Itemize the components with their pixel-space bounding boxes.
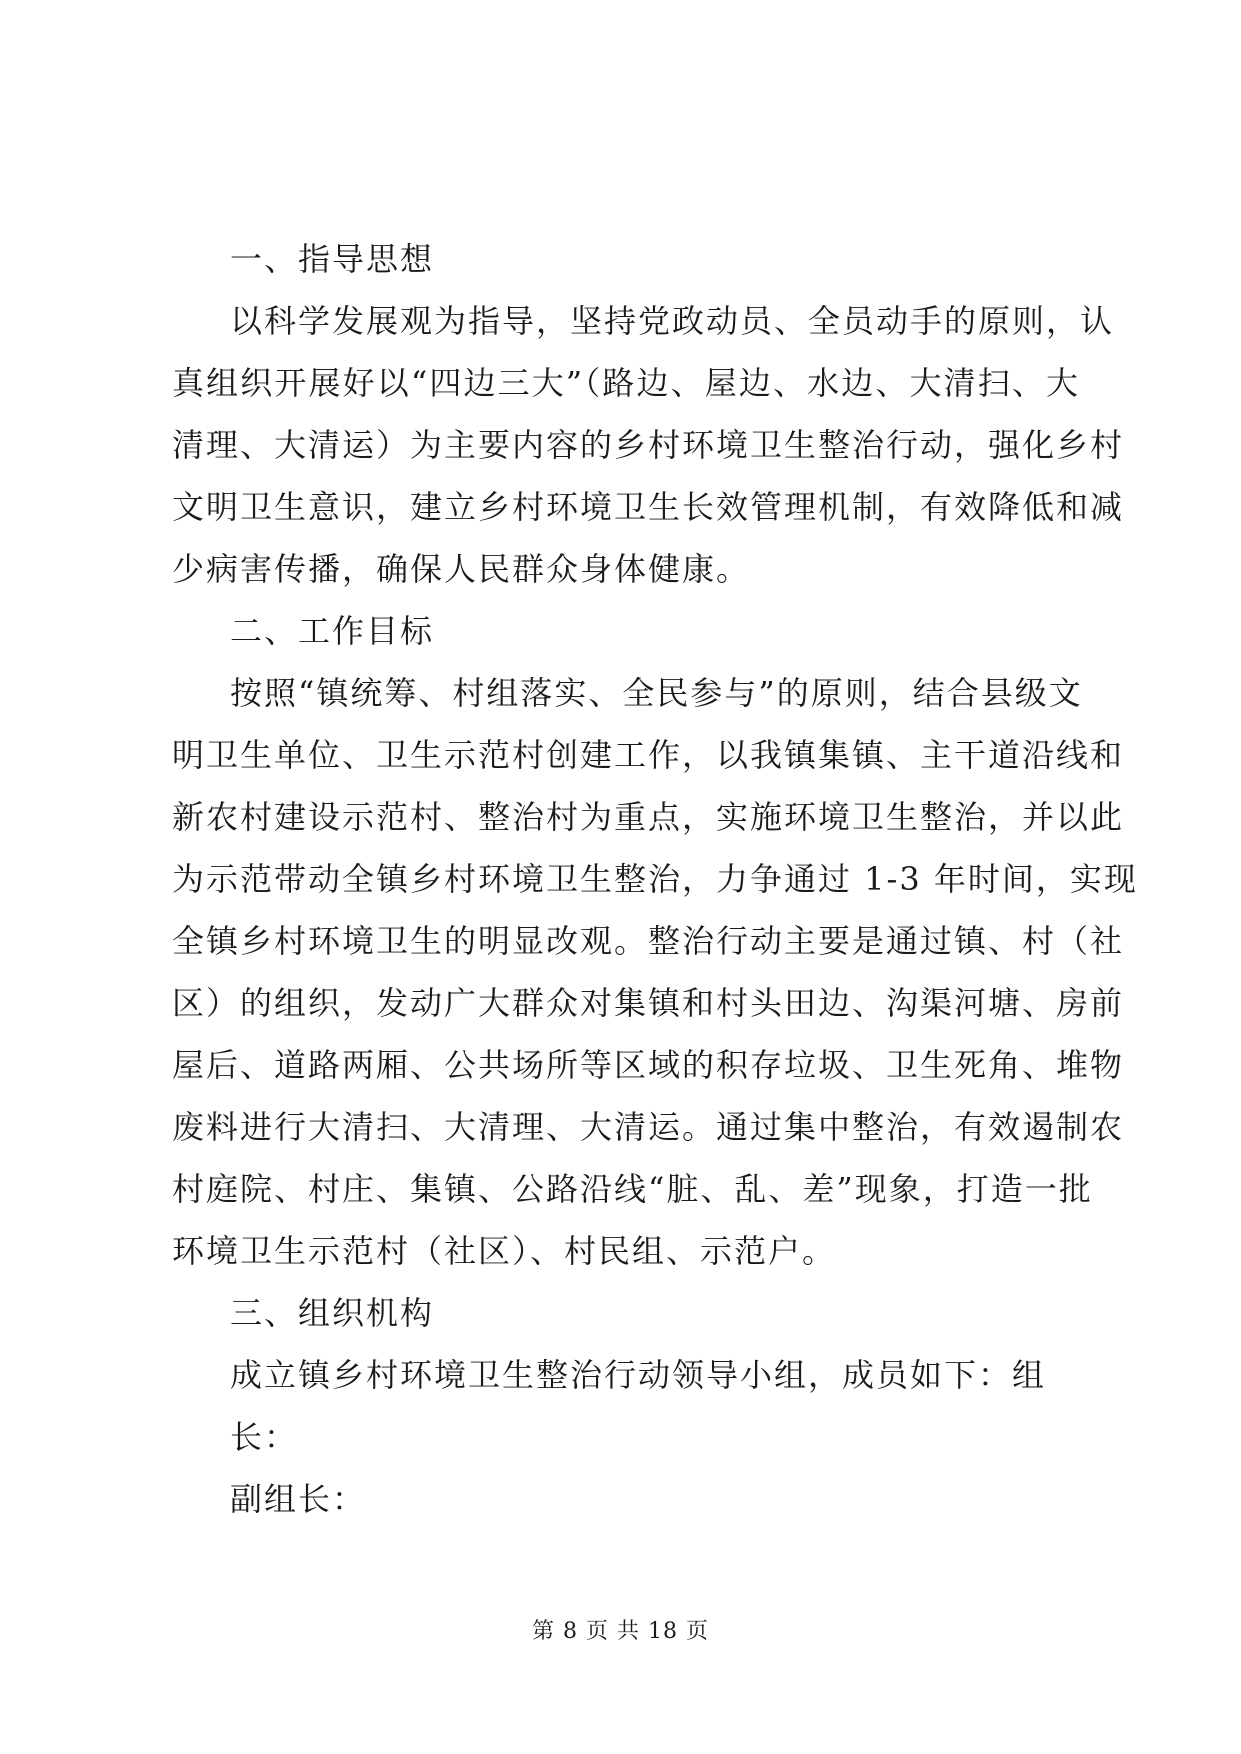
paragraph-line: 副组长： [230, 1480, 367, 1518]
section-heading-organization: 三、组织机构 [230, 1294, 435, 1332]
paragraph-line: 明卫生单位、卫生示范村创建工作，以我镇集镇、主干道沿线和 [172, 736, 1125, 774]
paragraph-line: 区）的组织，发动广大群众对集镇和村头田边、沟渠河塘、房前 [172, 984, 1125, 1022]
paragraph-organization [230, 1344, 1080, 1530]
paragraph-line: 废料进行大清扫、大清理、大清运。通过集中整治，有效遏制农 [172, 1108, 1125, 1146]
paragraph-line: 新农村建设示范村、整治村为重点，实施环境卫生整治，并以此 [172, 798, 1125, 836]
paragraph-line: 以科学发展观为指导，坚持党政动员、全员动手的原则，认 [230, 302, 1115, 340]
paragraph-line: 清理、大清运）为主要内容的乡村环境卫生整治行动，强化乡村 [172, 426, 1125, 464]
page-number-footer: 第 8 页 共 18 页 [532, 1619, 709, 1644]
paragraph-line: 成立镇乡村环境卫生整治行动领导小组，成员如下：组 [230, 1356, 1047, 1394]
paragraph-work-goals [172, 662, 1138, 1282]
paragraph-guiding-ideology [172, 290, 1125, 600]
paragraph-line: 全镇乡村环境卫生的明显改观。整治行动主要是通过镇、村（社 [172, 922, 1125, 960]
paragraph-line: 为示范带动全镇乡村环境卫生整治，力争通过 1-3 年时间，实现 [172, 860, 1138, 898]
section-heading-guiding-ideology: 一、指导思想 [230, 240, 435, 278]
paragraph-line: 屋后、道路两厢、公共场所等区域的积存垃圾、卫生死角、堆物 [172, 1046, 1125, 1084]
paragraph-line: 环境卫生示范村（社区）、村民组、示范户。 [172, 1232, 837, 1270]
paragraph-line: 少病害传播，确保人民群众身体健康。 [172, 550, 751, 588]
document-body [172, 228, 1138, 1530]
paragraph-line: 长： [230, 1418, 299, 1456]
paragraph-line: 文明卫生意识，建立乡村环境卫生长效管理机制，有效降低和减 [172, 488, 1125, 526]
section-heading-work-goals: 二、工作目标 [230, 612, 435, 650]
paragraph-line: 村庭院、村庄、集镇、公路沿线“脏、乱、差”现象，打造一批 [172, 1170, 1093, 1208]
paragraph-line: 按照“镇统筹、村组落实、全民参与”的原则，结合县级文 [230, 674, 1083, 712]
paragraph-line: 真组织开展好以“四边三大”（路边、屋边、水边、大清扫、大 [172, 364, 1080, 402]
